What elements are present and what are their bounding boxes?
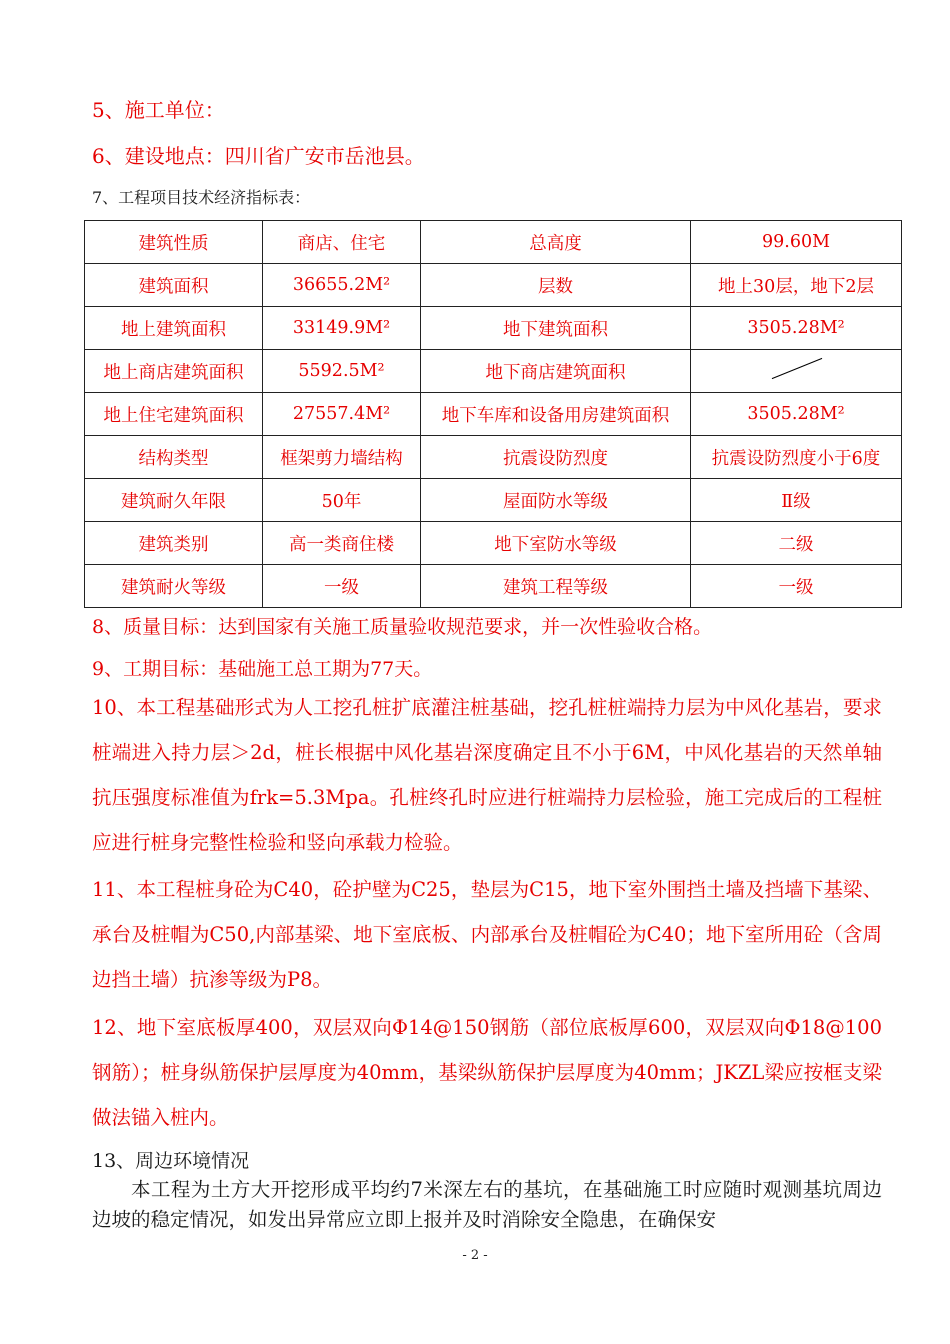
- table-cell: 地上商店建筑面积: [85, 350, 263, 393]
- foundation-description: 10、本工程基础形式为人工挖孔桩扩底灌注桩基础，挖孔桩桩端持力层为中风化基岩，要求桩端进入持力层＞2d，桩长根据中风化基岩深度确定且不小于6M，中风化基岩的天然单轴抗压强度标准值为frk=5.3Mpa。孔桩终孔时应进行桩端持力层检验，施工完成后的工程桩应进行桩身完整性检验和竖向承载力检验。: [92, 696, 882, 854]
- table-cell: 建筑类别: [85, 522, 263, 565]
- table-row: [85, 522, 902, 565]
- table-row: [85, 393, 902, 436]
- table-row: [85, 264, 902, 307]
- table-cell: 建筑性质: [85, 221, 263, 264]
- table-cell: 一级: [263, 565, 421, 608]
- table-cell: 地上住宅建筑面积: [85, 393, 263, 436]
- table-cell: 36655.2M²: [263, 264, 421, 307]
- table-cell: 地下车库和设备用房建筑面积: [421, 393, 691, 436]
- schedule-target: 9、工期目标：基础施工总工期为77天。: [92, 658, 433, 680]
- table-cell: 建筑耐火等级: [85, 565, 263, 608]
- table-cell: 总高度: [421, 221, 691, 264]
- table-row: [85, 350, 902, 393]
- quality-target: 8、质量目标：达到国家有关施工质量验收规范要求，并一次性验收合格。: [92, 616, 713, 638]
- empty-slash-mark: [772, 359, 820, 379]
- table-cell: 屋面防水等级: [421, 479, 691, 522]
- table-cell: 框架剪力墙结构: [263, 436, 421, 479]
- table-row: [85, 479, 902, 522]
- table-cell: 地上建筑面积: [85, 307, 263, 350]
- table-cell: 地上30层，地下2层: [691, 264, 902, 307]
- item-construction-site: 6、建设地点：四川省广安市岳池县。: [92, 144, 425, 168]
- table-cell: 地下商店建筑面积: [421, 350, 691, 393]
- surroundings-title: 13、周边环境情况: [92, 1150, 250, 1172]
- table-row: [85, 307, 902, 350]
- table-cell: 地下建筑面积: [421, 307, 691, 350]
- table-cell: 建筑面积: [85, 264, 263, 307]
- table-cell: 3505.28M²: [691, 307, 902, 350]
- table-cell: Ⅱ级: [691, 479, 902, 522]
- table-cell: 抗震设防烈度: [421, 436, 691, 479]
- table-cell: [691, 350, 902, 393]
- item-construction-unit: 5、施工单位：: [92, 98, 225, 122]
- table-cell: 二级: [691, 522, 902, 565]
- technical-economic-table: [84, 220, 902, 608]
- table-cell: 商店、住宅: [263, 221, 421, 264]
- table-cell: 3505.28M²: [691, 393, 902, 436]
- item-spec-table-title: 7、工程项目技术经济指标表：: [92, 188, 311, 207]
- table-cell: 5592.5M²: [263, 350, 421, 393]
- table-cell: 33149.9M²: [263, 307, 421, 350]
- table-cell: 99.60M: [691, 221, 902, 264]
- table-row: [85, 565, 902, 608]
- table-cell: 27557.4M²: [263, 393, 421, 436]
- table-cell: 高一类商住楼: [263, 522, 421, 565]
- surroundings-body: 本工程为土方大开挖形成平均约7米深左右的基坑，在基础施工时应随时观测基坑周边边坡的稳定情况，如发出异常应立即上报并及时消除安全隐患，在确保安: [92, 1178, 882, 1231]
- table-body: [85, 221, 902, 608]
- table-cell: 抗震设防烈度小于6度: [691, 436, 902, 479]
- table-row: [85, 221, 902, 264]
- table-cell: 50年: [263, 479, 421, 522]
- table-cell: 地下室防水等级: [421, 522, 691, 565]
- table-cell: 结构类型: [85, 436, 263, 479]
- table-cell: 建筑工程等级: [421, 565, 691, 608]
- table-cell: 建筑耐久年限: [85, 479, 263, 522]
- concrete-grade-description: 11、本工程桩身砼为C40，砼护壁为C25，垫层为C15，地下室外围挡土墙及挡墙下基梁、承台及桩帽为C50,内部基梁、地下室底板、内部承台及桩帽砼为C40；地下室所用砼（含周边挡土墙）抗渗等级为P8。: [92, 878, 882, 991]
- table-row: [85, 436, 902, 479]
- table-cell: 层数: [421, 264, 691, 307]
- page-number: - 2 -: [462, 1248, 488, 1263]
- rebar-description: 12、地下室底板厚400，双层双向Φ14@150钢筋（部位底板厚600，双层双向Φ18@100钢筋）；桩身纵筋保护层厚度为40mm，基梁纵筋保护层厚度为40mm；JKZL梁应按框支梁做法锚入桩内。: [92, 1016, 882, 1129]
- table-cell: 一级: [691, 565, 902, 608]
